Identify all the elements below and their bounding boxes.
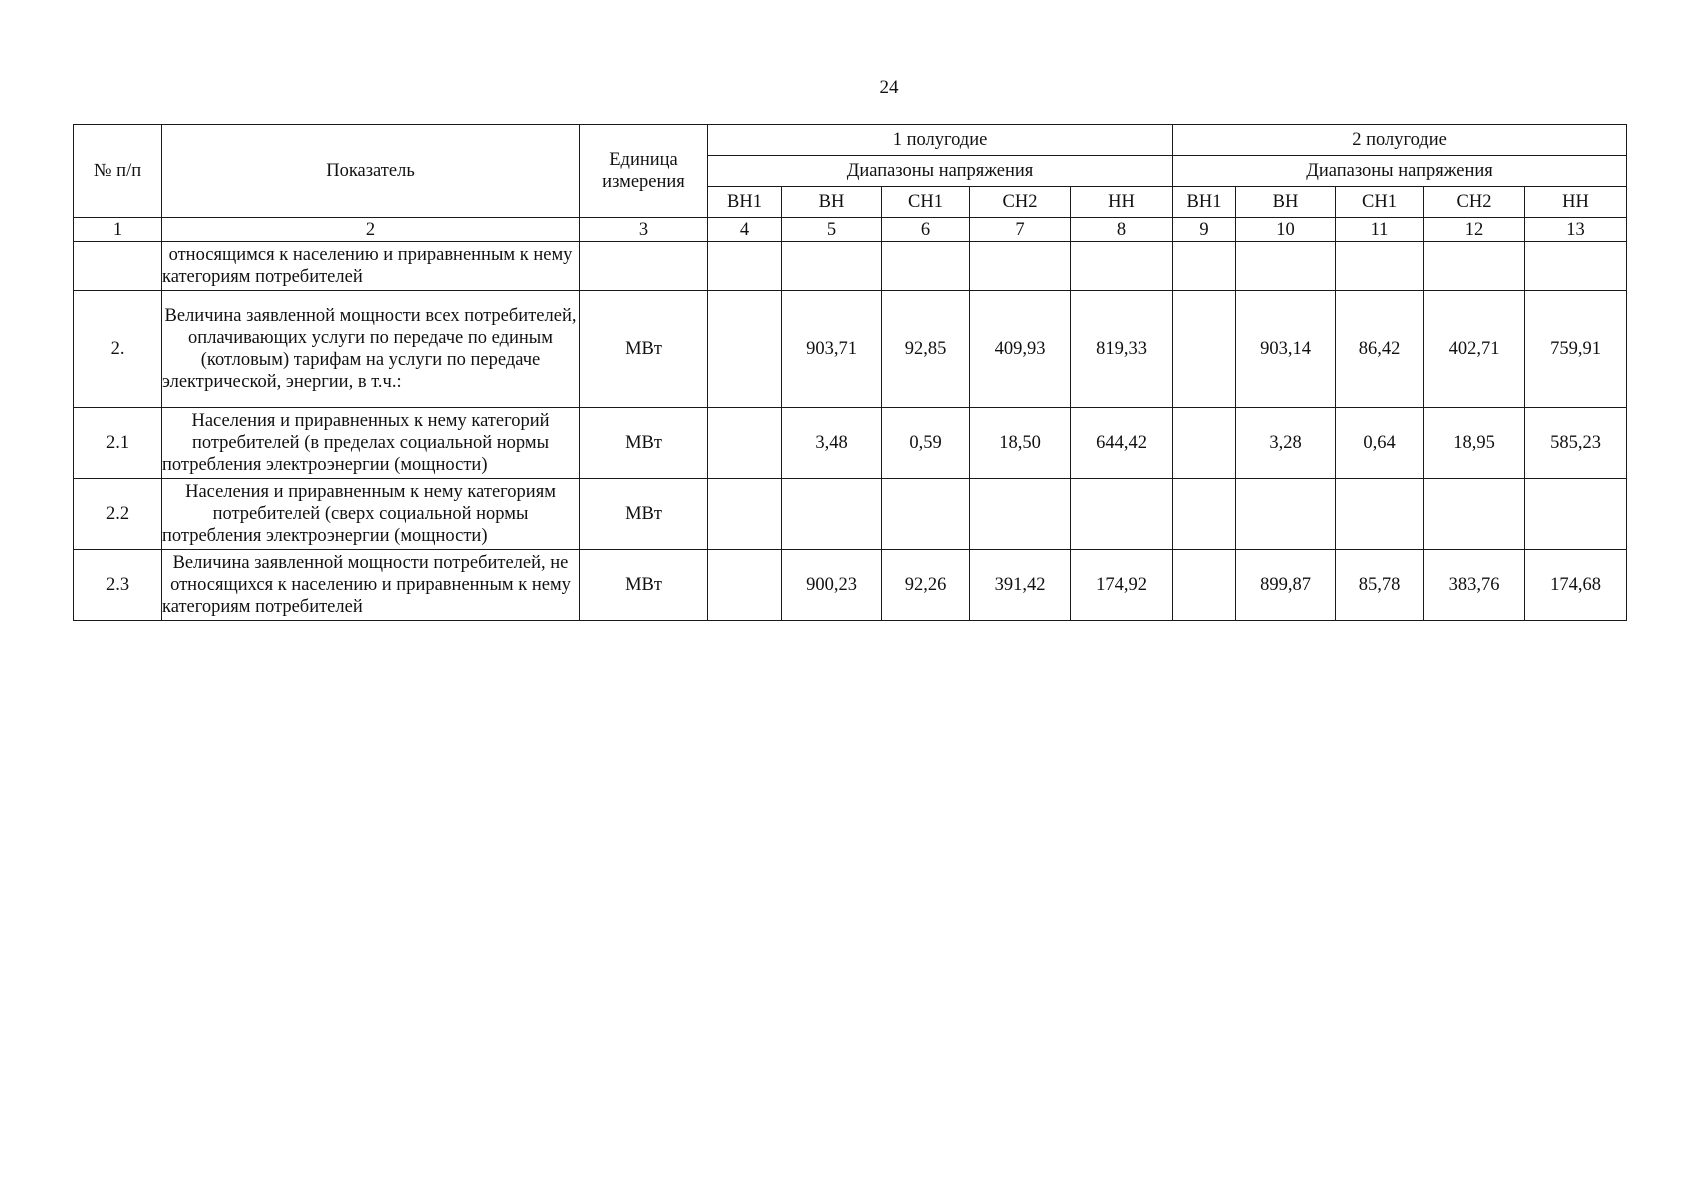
row-indicator: Населения и приравненных к нему категорий потребителей (в пределах социальной нормы потребления электроэнергии (мощности) [162,408,580,479]
value-cell: 174,92 [1071,550,1173,621]
row-number: 2.3 [74,550,162,621]
value-cell [970,242,1071,291]
value-cell: 903,71 [782,291,882,408]
row-number: 2. [74,291,162,408]
value-cell: 903,14 [1236,291,1336,408]
column-number: 8 [1071,218,1173,242]
value-cell [882,479,970,550]
value-cell [1236,242,1336,291]
value-cell: 644,42 [1071,408,1173,479]
value-cell: 3,28 [1236,408,1336,479]
value-cell [782,479,882,550]
value-cell: 92,26 [882,550,970,621]
header-level-vn-h1: ВН [782,187,882,218]
header-level-vn1-h1: ВН1 [708,187,782,218]
value-cell [708,242,782,291]
value-cell [970,479,1071,550]
value-cell [1424,242,1525,291]
value-cell [708,408,782,479]
column-number: 4 [708,218,782,242]
value-cell: 409,93 [970,291,1071,408]
value-cell [1424,479,1525,550]
value-cell: 759,91 [1525,291,1627,408]
value-cell [1071,242,1173,291]
value-cell: 0,64 [1336,408,1424,479]
header-half-1: 1 полугодие [708,125,1173,156]
column-number: 5 [782,218,882,242]
value-cell: 391,42 [970,550,1071,621]
header-level-sn2-h2: СН2 [1424,187,1525,218]
value-cell [708,291,782,408]
table-row [74,550,1627,621]
value-cell [1173,291,1236,408]
value-cell: 383,76 [1424,550,1525,621]
column-number: 13 [1525,218,1627,242]
header-level-sn1-h1: СН1 [882,187,970,218]
value-cell: 899,87 [1236,550,1336,621]
value-cell: 92,85 [882,291,970,408]
value-cell: 0,59 [882,408,970,479]
header-col-no: № п/п [74,125,162,218]
header-col-indicator: Показатель [162,125,580,218]
column-number: 10 [1236,218,1336,242]
value-cell [1336,479,1424,550]
value-cell [782,242,882,291]
column-number-row [74,218,1627,242]
value-cell [882,242,970,291]
row-unit: МВт [580,479,708,550]
column-number: 6 [882,218,970,242]
header-level-vn-h2: ВН [1236,187,1336,218]
value-cell: 3,48 [782,408,882,479]
row-unit: МВт [580,550,708,621]
table-row [74,242,1627,291]
row-number [74,242,162,291]
column-number: 11 [1336,218,1424,242]
tariff-table [73,124,1627,621]
header-col-unit: Единица измерения [580,125,708,218]
row-indicator: Величина заявленной мощности всех потребителей, оплачивающих услуги по передаче по единым (котловым) тарифам на услуги по передаче электрической, энергии, в т.ч.: [162,291,580,408]
value-cell [1525,242,1627,291]
row-number: 2.1 [74,408,162,479]
value-cell [1173,479,1236,550]
row-indicator: Населения и приравненным к нему категориям потребителей (сверх социальной нормы потребления электроэнергии (мощности) [162,479,580,550]
header-voltage-ranges-1: Диапазоны напряжения [708,156,1173,187]
value-cell: 402,71 [1424,291,1525,408]
value-cell: 18,50 [970,408,1071,479]
value-cell: 85,78 [1336,550,1424,621]
value-cell: 86,42 [1336,291,1424,408]
header-row-1 [74,125,1627,156]
value-cell [1173,242,1236,291]
value-cell: 174,68 [1525,550,1627,621]
column-number: 12 [1424,218,1525,242]
row-unit [580,242,708,291]
table-row [74,479,1627,550]
header-level-sn1-h2: СН1 [1336,187,1424,218]
value-cell: 900,23 [782,550,882,621]
value-cell: 585,23 [1525,408,1627,479]
value-cell [1173,408,1236,479]
row-unit: МВт [580,291,708,408]
value-cell: 18,95 [1424,408,1525,479]
row-indicator: относящимся к населению и приравненным к нему категориям потребителей [162,242,580,291]
header-level-vn1-h2: ВН1 [1173,187,1236,218]
row-indicator: Величина заявленной мощности потребителей, не относящихся к населению и приравненным к нему категориям потребителей [162,550,580,621]
value-cell: 819,33 [1071,291,1173,408]
value-cell [708,550,782,621]
header-level-nn-h1: НН [1071,187,1173,218]
header-level-nn-h2: НН [1525,187,1627,218]
value-cell [1336,242,1424,291]
header-voltage-ranges-2: Диапазоны напряжения [1173,156,1627,187]
header-level-sn2-h1: СН2 [970,187,1071,218]
table-row [74,408,1627,479]
column-number: 9 [1173,218,1236,242]
column-number: 2 [162,218,580,242]
column-number: 7 [970,218,1071,242]
value-cell [1173,550,1236,621]
page-number: 24 [879,77,899,98]
table-row [74,291,1627,408]
row-number: 2.2 [74,479,162,550]
row-unit: МВт [580,408,708,479]
header-half-2: 2 полугодие [1173,125,1627,156]
value-cell [708,479,782,550]
value-cell [1071,479,1173,550]
column-number: 3 [580,218,708,242]
value-cell [1236,479,1336,550]
value-cell [1525,479,1627,550]
column-number: 1 [74,218,162,242]
